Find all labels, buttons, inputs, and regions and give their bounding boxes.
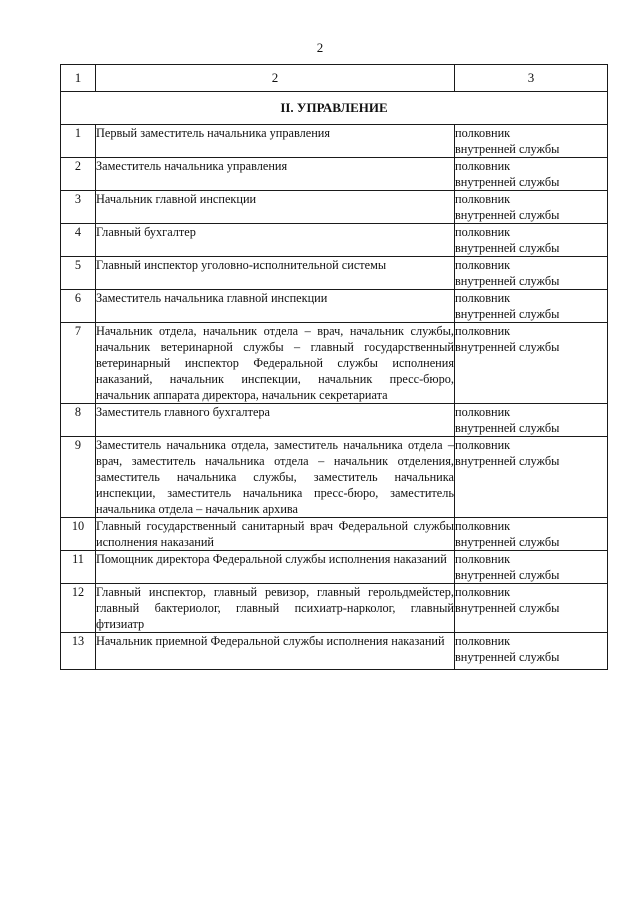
rank-line-2: внутренней службы [455,568,560,582]
column-header-1: 1 [61,65,96,92]
position-title: Первый заместитель начальника управления [96,125,455,158]
rank-line-2: внутренней службы [455,601,560,615]
rank-line-1: полковник [455,519,511,533]
rank-line-1: полковник [455,438,511,452]
rank-line-1: полковник [455,225,511,239]
table-row [61,290,608,323]
position-title: Начальник отдела, начальник отдела – врач, начальник службы, начальник ветеринарной службы – главный государственный ветеринарный инспектор Федеральной службы исполнения наказаний, начальник инспекции, начальник пресс-бюро, начальник аппарата директора, начальник секретариата [96,324,454,402]
column-header-row [61,65,608,92]
table-row [61,633,608,670]
position-title: Начальник приемной Федеральной службы исполнения наказаний [96,633,455,670]
rank-line-1: полковник [455,634,511,648]
rank-line-1: полковник [455,159,511,173]
rank-line-2: внутренней службы [455,650,560,664]
page-number: 2 [316,40,324,55]
table-row [61,437,608,518]
table-row [61,158,608,191]
rank-line-1: полковник [455,585,511,599]
rank-cell [455,125,608,158]
row-number: 11 [61,551,96,584]
rank-cell [455,224,608,257]
rank-cell [455,551,608,584]
rank-line-2: внутренней службы [455,175,560,189]
rank-line-2: внутренней службы [455,421,560,435]
rank-line-1: полковник [455,126,511,140]
position-title: Заместитель начальника управления [96,158,455,191]
table-row [61,518,608,551]
position-title: Заместитель начальника главной инспекции [96,290,455,323]
table-row [61,584,608,633]
row-number: 3 [61,191,96,224]
position-title: Начальник главной инспекции [96,191,455,224]
position-title: Главный инспектор уголовно-исполнительной системы [96,257,455,290]
position-title: Главный инспектор, главный ревизор, главный герольдмейстер, главный бактериолог, главный психиатр-нарколог, главный фтизиатр [96,585,454,631]
row-number: 5 [61,257,96,290]
row-number: 6 [61,290,96,323]
table-row [61,323,608,404]
rank-cell [455,323,608,404]
rank-cell [455,404,608,437]
rank-cell [455,584,608,633]
rank-line-2: внутренней службы [455,535,560,549]
column-header-2: 2 [96,65,455,92]
rank-line-2: внутренней службы [455,307,560,321]
row-number: 4 [61,224,96,257]
row-number: 8 [61,404,96,437]
rank-line-2: внутренней службы [455,340,560,354]
column-header-3: 3 [455,65,608,92]
table-row [61,125,608,158]
rank-cell [455,257,608,290]
position-title: Заместитель главного бухгалтера [96,404,455,437]
row-number: 10 [61,518,96,551]
row-number: 13 [61,633,96,670]
rank-cell [455,633,608,670]
rank-line-2: внутренней службы [455,142,560,156]
positions-table [60,64,608,670]
rank-cell [455,437,608,518]
table-row [61,224,608,257]
rank-line-1: полковник [455,291,511,305]
table-row [61,551,608,584]
rank-line-2: внутренней службы [455,241,560,255]
rank-cell [455,290,608,323]
rank-line-2: внутренней службы [455,274,560,288]
rank-line-2: внутренней службы [455,454,560,468]
table-row [61,404,608,437]
row-number: 9 [61,437,96,518]
rank-cell [455,518,608,551]
rank-line-1: полковник [455,405,511,419]
row-number: 12 [61,584,96,633]
section-title: II. УПРАВЛЕНИЕ [61,92,608,125]
rank-line-1: полковник [455,324,511,338]
rank-line-1: полковник [455,552,511,566]
rank-line-1: полковник [455,258,511,272]
position-title: Главный бухгалтер [96,224,455,257]
position-title: Заместитель начальника отдела, заместитель начальника отдела – врач, заместитель начальника отдела – начальник отделения, заместитель начальника службы, заместитель начальника инспекции, заместитель начальника пресс-бюро, заместитель начальника отдела – начальник архива [96,438,454,516]
table-row [61,191,608,224]
row-number: 1 [61,125,96,158]
rank-line-2: внутренней службы [455,208,560,222]
row-number: 7 [61,323,96,404]
table-row [61,257,608,290]
table-body [61,125,608,670]
position-title: Помощник директора Федеральной службы исполнения наказаний [96,551,455,584]
rank-cell [455,191,608,224]
section-row [61,92,608,125]
rank-cell [455,158,608,191]
position-title: Главный государственный санитарный врач Федеральной службы исполнения наказаний [96,519,454,549]
row-number: 2 [61,158,96,191]
rank-line-1: полковник [455,192,511,206]
